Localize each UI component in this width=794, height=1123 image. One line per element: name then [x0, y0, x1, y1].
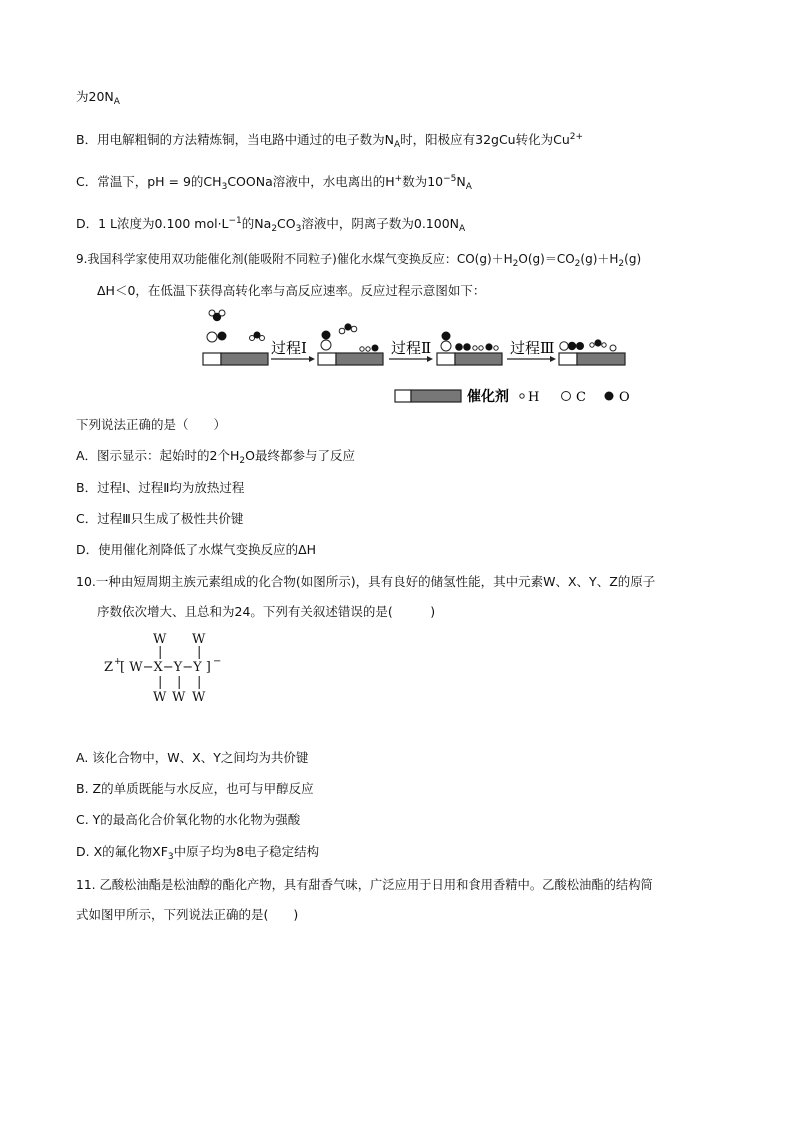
struct-bond-bottom-2: |	[177, 675, 182, 690]
q10-option-b: B. Z的单质既能与水反应，也可与甲醇反应	[76, 781, 314, 796]
q9-option-b: B．过程Ⅰ、过程Ⅱ均为放热过程	[76, 480, 245, 495]
legend-o: O	[619, 390, 630, 405]
struct-w-bottom-1: W	[153, 690, 167, 705]
struct-bond-top-y: |	[197, 645, 202, 660]
q8-option-d: D．1 L浓度为0.100 $mol\cdot L^{-1}$的$Na_2CO_3$溶液中，阴离子数为$0.100N_A$	[76, 216, 466, 234]
struct-charge: −	[213, 656, 222, 667]
struct-z-charge: +	[114, 657, 122, 667]
process-1-label: 过程Ⅰ	[271, 339, 307, 357]
process-2-label: 过程Ⅱ	[391, 339, 432, 357]
catalyst-stage-3	[559, 339, 625, 365]
struct-z: Z	[104, 660, 114, 675]
q9-stem-line2: ΔH＜0，在低温下获得高转化率与高反应速率。反应过程示意图如下：	[97, 283, 486, 298]
q10-stem-line1: 10.一种由短周期主族元素组成的化合物(如图所示)，具有良好的储氢性能，其中元素W、X、Y、Z的原子	[76, 574, 656, 589]
q9-option-a: A．图示显示：起始时的2个$H_2O$最终都参与了反应	[76, 448, 355, 466]
legend-c: C	[576, 390, 586, 405]
catalyst-stage-0	[203, 310, 268, 365]
struct-w-top-x: W	[153, 632, 167, 647]
struct-w-top-y: W	[192, 632, 206, 647]
catalyst-stage-1	[318, 323, 383, 365]
q10-stem-line2: 序数依次增大、且总和为24。下列有关叙述错误的是( )	[97, 604, 436, 619]
struct-w-bottom-3: W	[192, 690, 206, 705]
q11-stem-line1: 11. 乙酸松油酯是松油醇的酯化产物，具有甜香气味，广泛应用于日用和食用香精中。乙酸松油酯的结构简	[76, 878, 653, 892]
compound-structure	[100, 630, 240, 710]
struct-bond-bottom-3: |	[197, 675, 202, 690]
q10-option-d: D. X的氟化物$XF_3$中原子均为8电子稳定结构	[76, 844, 320, 862]
q10-option-c: C. Y的最高化合价氧化物的水化物为强酸	[76, 812, 301, 827]
q8-option-c: C．常温下，pH = 9的$CH_3COONa$溶液中，水电离出的H+数为$10^{-5}N_A$	[76, 174, 472, 192]
q9-option-c: C．过程Ⅲ只生成了极性共价键	[76, 511, 244, 526]
reaction-process-diagram	[195, 303, 640, 408]
q10-option-a: A. 该化合物中，W、X、Y之间均为共价键	[76, 750, 309, 765]
q8-option-b: B．用电解粗铜的方法精炼铜，当电路中通过的电子数为$N_A$时，阳极应有32gCu转化为$Cu^{2+}$	[76, 132, 584, 150]
struct-w-bottom-2: W	[172, 690, 186, 705]
q9-stem-line1: 9.我国科学家使用双功能催化剂(能吸附不同粒子)催化水煤气变换反应：$CO(g)+H_2O(g)=CO_2(g)+H_2(g)$	[76, 252, 642, 269]
process-3-label: 过程Ⅲ	[510, 339, 555, 357]
q8-fragment: 为$20N_A$	[76, 89, 120, 107]
legend-h: H	[528, 390, 540, 405]
struct-bond-top-x: |	[158, 645, 163, 660]
diagram-legend	[395, 388, 630, 405]
q9-question: 下列说法正确的是（ ）	[76, 417, 227, 432]
struct-bond-bottom-1: |	[158, 675, 163, 690]
q9-option-d: D．使用催化剂降低了水煤气变换反应的ΔH	[76, 542, 317, 557]
q11-stem-line2: 式如图甲所示，下列说法正确的是( )	[76, 907, 299, 922]
catalyst-stage-2	[437, 332, 502, 366]
struct-body: [ W−X−Y−Y ]	[120, 660, 211, 675]
legend-catalyst: 催化剂	[467, 389, 509, 405]
